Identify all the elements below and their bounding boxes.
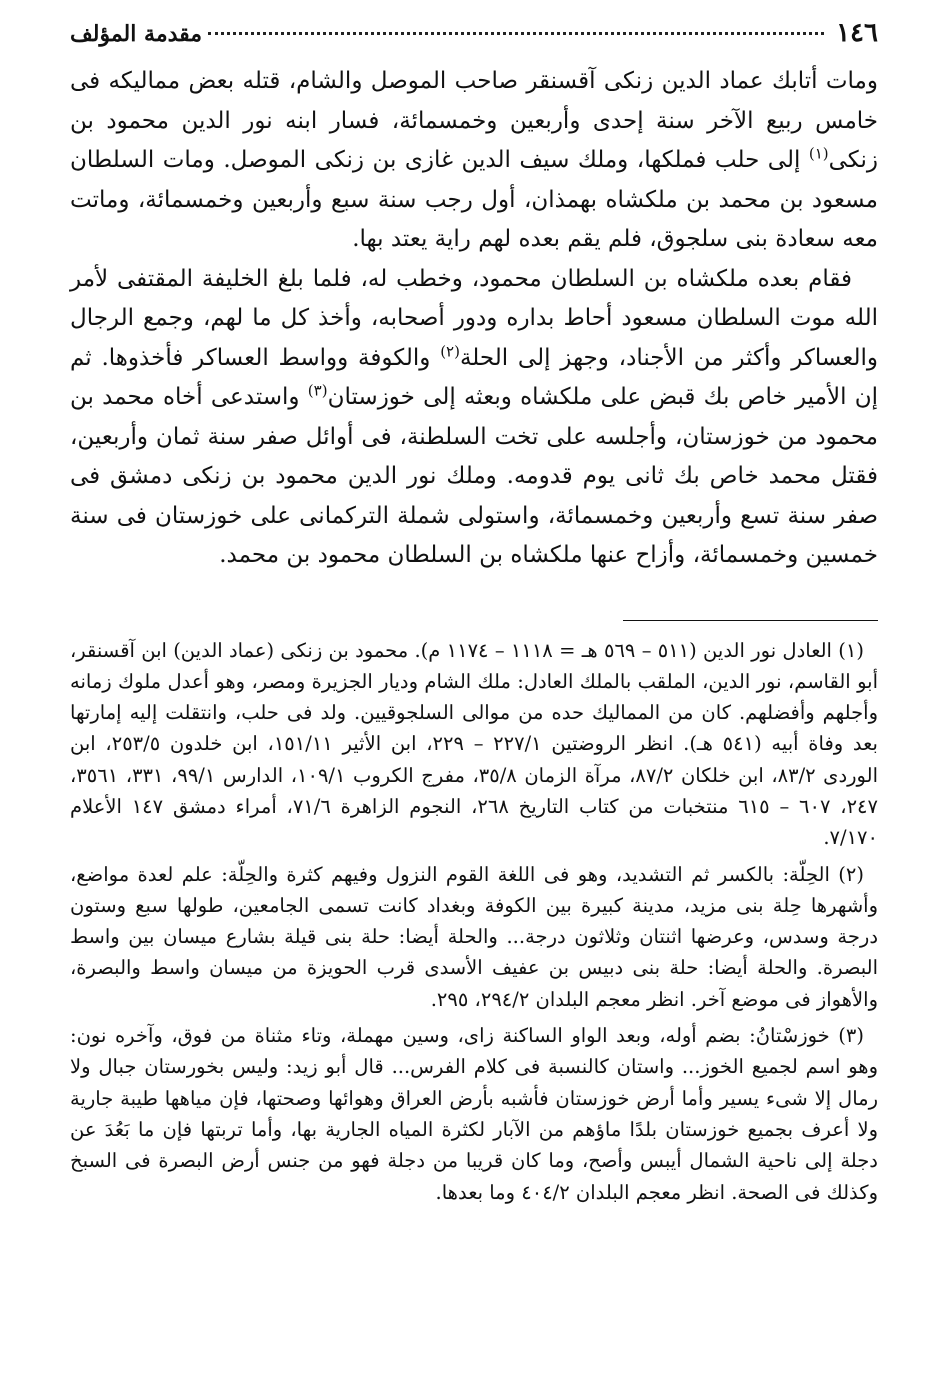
footnote: (٣) خوزسْتانُ: بضم أوله، وبعد الواو الساكنة زاى، وسين مهملة، وتاء مثناة من فوق، وآخره نون: وهو اسم لجميع الخوز... واستان كالنسبة فى كلام الفرس... قال أبو زيد: وليس بخورستان جبال ولا رمال إلا شىء يسير وأما أرض خوزستان فأشبه بأرض العراق وهوائها وصحتها، فإن مياهها طيبة جارية ولا أعرف بجميع خوزستان بلدًا ماؤهم من الآبار لكثرة المياه الجارية بها، وأما تربتها فإن ما بَعُدَ عن دجلة إلى ناحية الشمال أيبس وأصح، وما كان قريبا من دجلة فهو من جنس أرض البصرة فى السبخ وكذلك فى الصحة. انظر معجم البلدان ٤٠٤/٢ وما بعدها. bbox=[70, 1024, 878, 1204]
footnote-divider bbox=[623, 620, 878, 621]
footnote-divider-wrap bbox=[70, 576, 878, 621]
page-number: ١٤٦ bbox=[836, 18, 878, 48]
footnote-ref[interactable]: (٢) bbox=[440, 341, 460, 360]
dotted-leader bbox=[208, 32, 824, 35]
paragraph-text: والكوفة وواسط العساكر فأخذوها. ثم إن الأمير خاص بك قبض على ملكشاه وبعثه إلى خوزستان bbox=[70, 344, 878, 410]
paragraph-text: إلى حلب فملكها، وملك سيف الدين غازى بن زنكى الموصل. ومات السلطان مسعود بن محمد بن ملكشاه بهمذان، أول رجب سنة سبع وأربعين وخمسمائة، وماتت معه سعادة بنى سلجوق، فلم يقم بعده لهم راية يعتد بها. bbox=[70, 147, 878, 252]
footnote-ref[interactable]: (١) bbox=[808, 144, 829, 163]
footnote: (٢) الحِلّة: بالكسر ثم التشديد، وهو فى اللغة القوم النزول وفيهم كثرة والحِلّة: علم لعدة مواضع، وأشهرها حِلة بنى مزيد، مدينة كبيرة بين الكوفة وبغداد كانت تسمى الجامعين، طولها سبع وستون درجة وسدس، وعرضها اثنتان وثلاثون درجة... والحلة أيضا: حلة بنى قيلة بشارع ميسان بين واسط البصرة. والحلة أيضا: حلة بنى دبيس بن عفيف الأسدى قرب الحويزة من ميسان واسط والبصرة، والأهواز فى موضع آخر. انظر معجم البلدان ٢٩٤/٢، ٢٩٥. bbox=[70, 862, 878, 1011]
book-page bbox=[70, 18, 878, 1360]
paragraph bbox=[70, 62, 878, 260]
paragraph bbox=[70, 260, 878, 576]
footnote-ref[interactable]: (٣) bbox=[307, 381, 328, 400]
paragraph-text: واستدعى أخاه محمد بن محمود من خوزستان، وأجلسه على تخت السلطنة، فى أوائل صفر سنة ثمان وأربعين، فقتل محمد خاص بك ثانى يوم قدومه. وملك نور الدين محمود بن زنكى دمشق فى صفر سنة تسع وأربعين وخمسمائة، واستولى شملة التركمانى على خوزستان فى سنة خمسين وخمسمائة، وأزاح عنها ملكشاه بن السلطان محمود بن محمد. bbox=[70, 384, 878, 568]
footnotes bbox=[70, 635, 878, 1208]
main-text bbox=[70, 62, 878, 576]
paragraph-text: ومات أتابك عماد الدين زنكى آقسنقر صاحب الموصل والشام، قتله بعض مماليكه فى خامس ربيع الآخر سنة إحدى وأربعين وخمسمائة، فسار ابنه نور الدين محمود بن زنكى bbox=[70, 68, 878, 173]
running-header bbox=[70, 18, 878, 58]
footnote: (١) العادل نور الدين (٥١١ – ٥٦٩ هـ = ١١١٨ – ١١٧٤ م). محمود بن زنكى (عماد الدين) ابن آقسنقر، أبو القاسم، نور الدين، الملقب بالملك العادل: ملك الشام وديار الجزيرة ومصر، وهو أعدل ملوك زمانه وأجلهم وأفضلهم. كان من المماليك حده من موالى السلجوقيين. ولد فى حلب، وانتقلت إليه إمارتها بعد وفاة أبيه (٥٤١ هـ). انظر الروضتين ٢٢٧/١ – ٢٢٩، ابن الأثير ١٥١/١١، ابن خلدون ٢٥٣/٥، ابن الوردى ٨٣/٢، ابن خلكان ٨٧/٢، مرآة الزمان ٣٥/٨، مفرج الكروب ١٠٩/١، الدارس ٩٩/١، ٣٣١، ٣٥٦١، ٢٤٧، ٦٠٧ – ٦١٥ منتخبات من كتاب التاريخ ٢٦٨، النجوم الزاهرة ٧١/٦، أمراء دمشق ١٤٧ الأعلام ٧/١٧٠. bbox=[70, 638, 878, 850]
paragraph-text: فقام بعده ملكشاه بن السلطان محمود، وخطب له، فلما بلغ الخليفة المقتفى لأمر الله موت السلطان مسعود أحاط بداره ودور أصحابه، وأخذ كل ما لهم، وجمع الرجال والعساكر وأكثر من الأجناد، وجهز إلى الحلة bbox=[70, 265, 878, 371]
section-title: مقدمة المؤلف bbox=[70, 21, 203, 47]
